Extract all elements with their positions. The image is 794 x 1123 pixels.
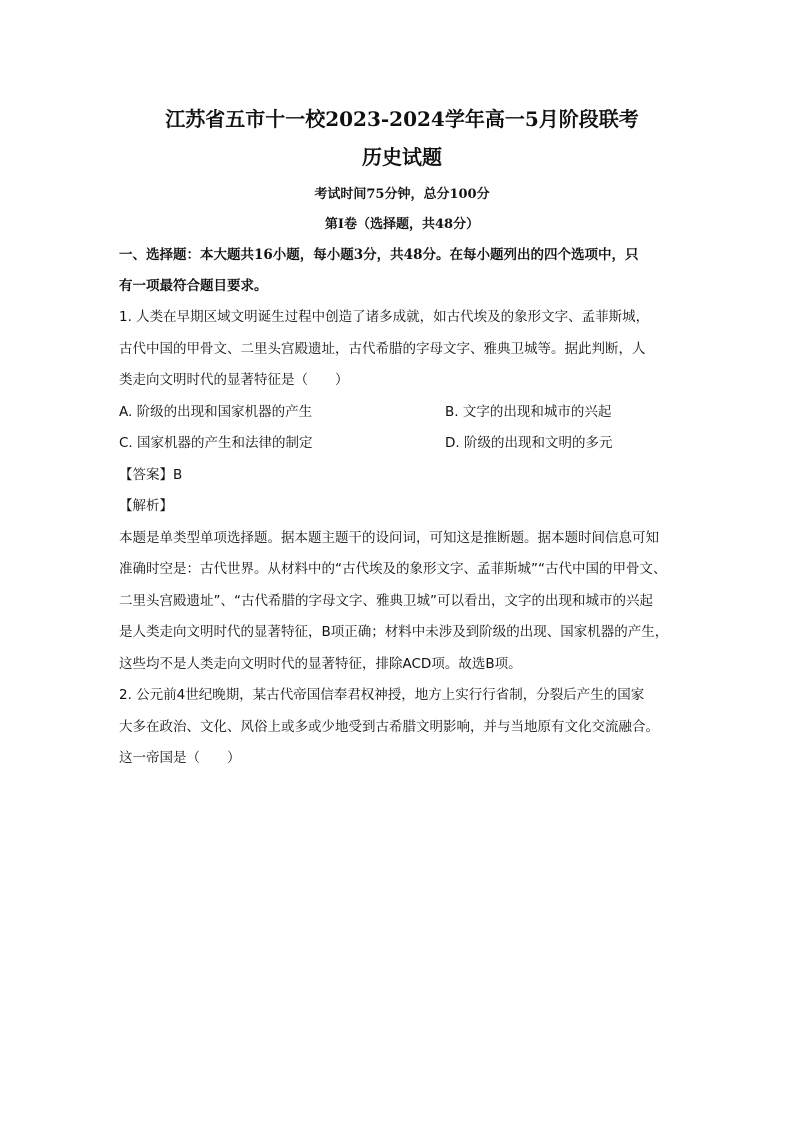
section-heading-line1: 一、选择题：本大题共16小题，每小题3分，共48分。在每小题列出的四个选项中，只 [119,247,639,263]
question-2-stem-line3: 这一帝国是（ ） [119,750,241,766]
question-1-stem-line1: 1. 人类在早期区域文明诞生过程中创造了诸多成就，如古代埃及的象形文字、孟菲斯城， [119,309,650,325]
question-2-stem-line1: 2. 公元前4世纪晚期，某古代帝国信奉君权神授，地方上实行行省制，分裂后产生的国家 [119,687,645,703]
option-b: B. 文字的出现和城市的兴起 [445,403,612,420]
analysis-line3: 二里头宫殿遗址”、“古代希腊的字母文字、雅典卫城”可以看出，文字的出现和城市的兴起 [119,592,653,609]
question-2 [119,680,685,775]
option-a: A. 阶级的出现和国家机器的产生 [119,403,313,420]
exam-subject: 历史试题 [362,145,442,169]
option-d: D. 阶级的出现和文明的多元 [445,435,613,451]
analysis-line2: 准确时空是：古代世界。从材料中的“古代埃及的象形文字、孟菲斯城”“古代中国的甲骨文、 [119,561,667,577]
question-1-options [119,397,685,460]
answer-label: 【答案】B [119,466,183,483]
question-1 [119,302,685,680]
analysis-label: 【解析】 [119,498,173,514]
section-heading-line2: 有一项最符合题目要求。 [119,278,268,294]
document-content [119,100,685,775]
exam-title: 江苏省五市十一校2023-2024学年高一5月阶段联考 [165,107,639,131]
option-c: C. 国家机器的产生和法律的制定 [119,435,313,451]
analysis-line5: 这些均不是人类走向文明时代的显著特征，排除ACD项。故选B项。 [119,655,522,672]
exam-info: 考试时间75分钟，总分100分 [314,187,490,202]
analysis-line4: 是人类走向文明时代的显著特征，B项正确；材料中未涉及到阶级的出现、国家机器的产生， [119,624,669,640]
question-2-stem-line2: 大多在政治、文化、风俗上或多或少地受到古希腊文明影响，并与当地原有文化交流融合。 [119,718,659,735]
question-1-stem-line3: 类走向文明时代的显著特征是（ ） [119,372,349,388]
volume-heading: 第I卷（选择题，共48分） [324,217,480,232]
analysis-line1: 本题是单类型单项选择题。据本题主题干的设问词，可知这是推断题。据本题时间信息可知 [119,529,659,546]
question-1-stem-line2: 古代中国的甲骨文、二里头宫殿遗址，古代希腊的字母文字、雅典卫城等。据此判断，人 [119,340,646,357]
